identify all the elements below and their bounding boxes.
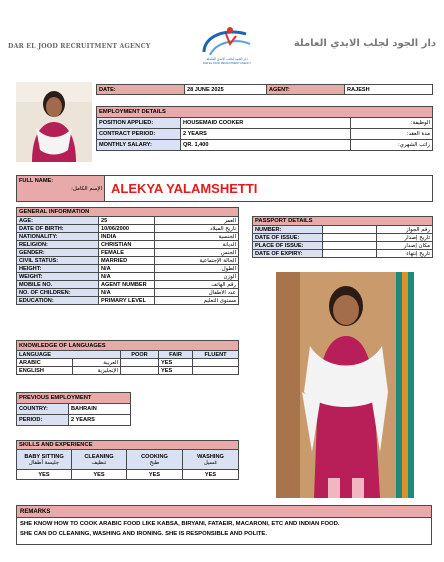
full-name-value: ALEKYA YALAMSHETTI [105,176,433,202]
agent-value: RAJESH [345,85,433,95]
lang-name: ENGLISH [17,367,73,375]
lang-name-ar: العربية [73,359,121,367]
logo-text-en: DAR EL JOOD RECRUITMENT AGENCY [202,61,252,65]
passport-label-ar: مكان إصدار [377,242,433,250]
skill-value: YES [17,470,72,480]
general-value: CHRISTIAN [99,241,155,249]
general-label-ar: الوزن [155,273,239,281]
general-label-ar: الديانة [155,241,239,249]
passport-value [323,242,377,250]
skill-header-en: CLEANING [84,453,114,460]
skill-header [127,450,183,470]
general-label-ar: الجنس [155,249,239,257]
passport-label: DATE OF EXPIRY: [253,250,323,258]
applicant-photo-small [16,82,92,162]
lang-name-ar: الإنجليزية [73,367,121,375]
skill-header-en: WASHING [197,453,224,460]
lang-header-language: LANGUAGE [17,351,121,359]
remarks-line-1: SHE KNOW HOW TO COOK ARABIC FOOD LIKE KABSA, BIRYANI, FATAEIR, MACARONI, ETC AND INDIAN FOOD. [20,521,340,527]
previous-value: BAHRAIN [69,404,131,415]
previous-label: PERIOD: [17,415,69,426]
general-label-ar: مستوى التعليم [155,297,239,305]
general-value: 25 [99,217,155,225]
contract-label: CONTRACT PERIOD: [97,129,181,140]
agency-logo [196,22,258,66]
general-title: GENERAL INFORMATION [17,208,239,217]
lang-header-fluent: FLUENT [193,351,239,359]
general-label: MOBILE NO. [17,281,99,289]
general-label: AGE: [17,217,99,225]
skill-header-en: BABY SITTING [24,453,64,460]
lang-poor [121,367,159,375]
general-value: INDIA [99,233,155,241]
skill-header [183,450,239,470]
languages-table [16,340,239,375]
position-label: POSITION APPLIED: [97,118,181,129]
passport-label: PLACE OF ISSUE: [253,242,323,250]
skill-value: YES [183,470,239,480]
skill-header-ar: جليسة أطفال [28,459,60,466]
date-value: 28 JUNE 2025 [185,85,267,95]
salary-label: MONTHLY SALARY: [97,140,181,151]
general-label-ar: العمر [155,217,239,225]
general-label-ar: الجنسية [155,233,239,241]
position-label-ar: الوظيفة: [351,118,433,129]
skill-value: YES [127,470,183,480]
lang-header-poor: POOR [121,351,159,359]
agent-label: AGENT: [267,85,345,95]
lang-fluent [193,367,239,375]
full-name-label-cell [17,176,105,202]
general-label: RELIGION: [17,241,99,249]
passport-label: DATE OF ISSUE: [253,234,323,242]
general-value: N/A [99,289,155,297]
general-value: MARRIED [99,257,155,265]
general-label: HEIGHT: [17,265,99,273]
general-label: EDUCATION: [17,297,99,305]
applicant-photo-large [276,272,414,498]
general-info-table [16,207,239,305]
general-label-ar: عدد الاطفال [155,289,239,297]
passport-value [323,250,377,258]
remarks-title: REMARKS [17,506,431,518]
passport-value [323,226,377,234]
contract-value: 2 YEARS [181,129,351,140]
skill-value: YES [72,470,127,480]
full-name-table [16,175,433,202]
full-name-label: FULL NAME: [19,178,54,184]
general-label: NATIONALITY: [17,233,99,241]
passport-value [323,234,377,242]
lang-poor [121,359,159,367]
logo-text-ar: دار الجود لجلب الايدي العاملة [206,57,248,61]
lang-name: ARABIC [17,359,73,367]
general-label: DATE OF BIRTH: [17,225,99,233]
general-label-ar: الطول [155,265,239,273]
employment-details-table [96,106,433,151]
salary-value: QR. 1,400 [181,140,351,151]
skill-header-en: COOKING [141,453,168,460]
general-value: FEMALE [99,249,155,257]
general-label: CIVIL STATUS: [17,257,99,265]
general-value: N/A [99,273,155,281]
date-label: DATE: [97,85,185,95]
general-label: NO. OF CHILDREN: [17,289,99,297]
previous-title: PREVIOUS EMPLOYMENT [17,393,131,404]
passport-label-ar: تاريخ إنتهاء [377,250,433,258]
previous-employment-table [16,392,131,426]
general-value: PRIMARY LEVEL [99,297,155,305]
general-label-ar: تاريخ الميلاد [155,225,239,233]
skill-header-ar: غسيل [203,459,218,466]
remarks-box [16,505,432,545]
agency-name-ar: دار الجود لجلب الايدي العاملة [293,38,436,49]
general-label-ar: الحالة الإجتماعية [155,257,239,265]
contract-label-ar: مدة العقد: [351,129,433,140]
skills-table [16,440,239,480]
general-label-ar: رقم الهاتف [155,281,239,289]
lang-header-fair: FAIR [159,351,193,359]
general-value: N/A [99,265,155,273]
agency-name-en: DAR EL JOOD RECRUITMENT AGENCY [8,43,151,50]
lang-fluent [193,359,239,367]
employment-title: EMPLOYMENT DETAILS [97,107,433,118]
salary-label-ar: راتب الشهري: [351,140,433,151]
languages-title: KNOWLEDGE OF LANGUAGES [17,341,239,351]
position-value: HOUSEMAID COOKER [181,118,351,129]
passport-label-ar: رقم الجواز [377,226,433,234]
skills-title: SKILLS AND EXPERIENCE [17,441,239,450]
passport-label: NUMBER: [253,226,323,234]
lang-fair: YES [159,359,193,367]
general-value: AGENT NUMBER [99,281,155,289]
passport-title: PASSPORT DETAILS [253,217,433,226]
full-name-label-ar: الإسم الكامل: [71,186,102,192]
general-label: GENDER: [17,249,99,257]
remarks-line-2: SHE CAN DO CLEANING, WASHING AND IRONING. SHE IS RESPONSIBLE AND POLITE. [20,531,267,537]
passport-label-ar: تاريخ إصدار [377,234,433,242]
general-value: 10/06/2000 [99,225,155,233]
skill-header [17,450,72,470]
skill-header-ar: تنظيف [91,459,107,466]
date-agent-table [96,84,433,95]
skill-header [72,450,127,470]
previous-label: COUNTRY: [17,404,69,415]
passport-details-table [252,216,433,258]
lang-fair: YES [159,367,193,375]
general-label: WEIGHT: [17,273,99,281]
skill-header-ar: طبخ [149,459,160,466]
previous-value: 2 YEARS [69,415,131,426]
